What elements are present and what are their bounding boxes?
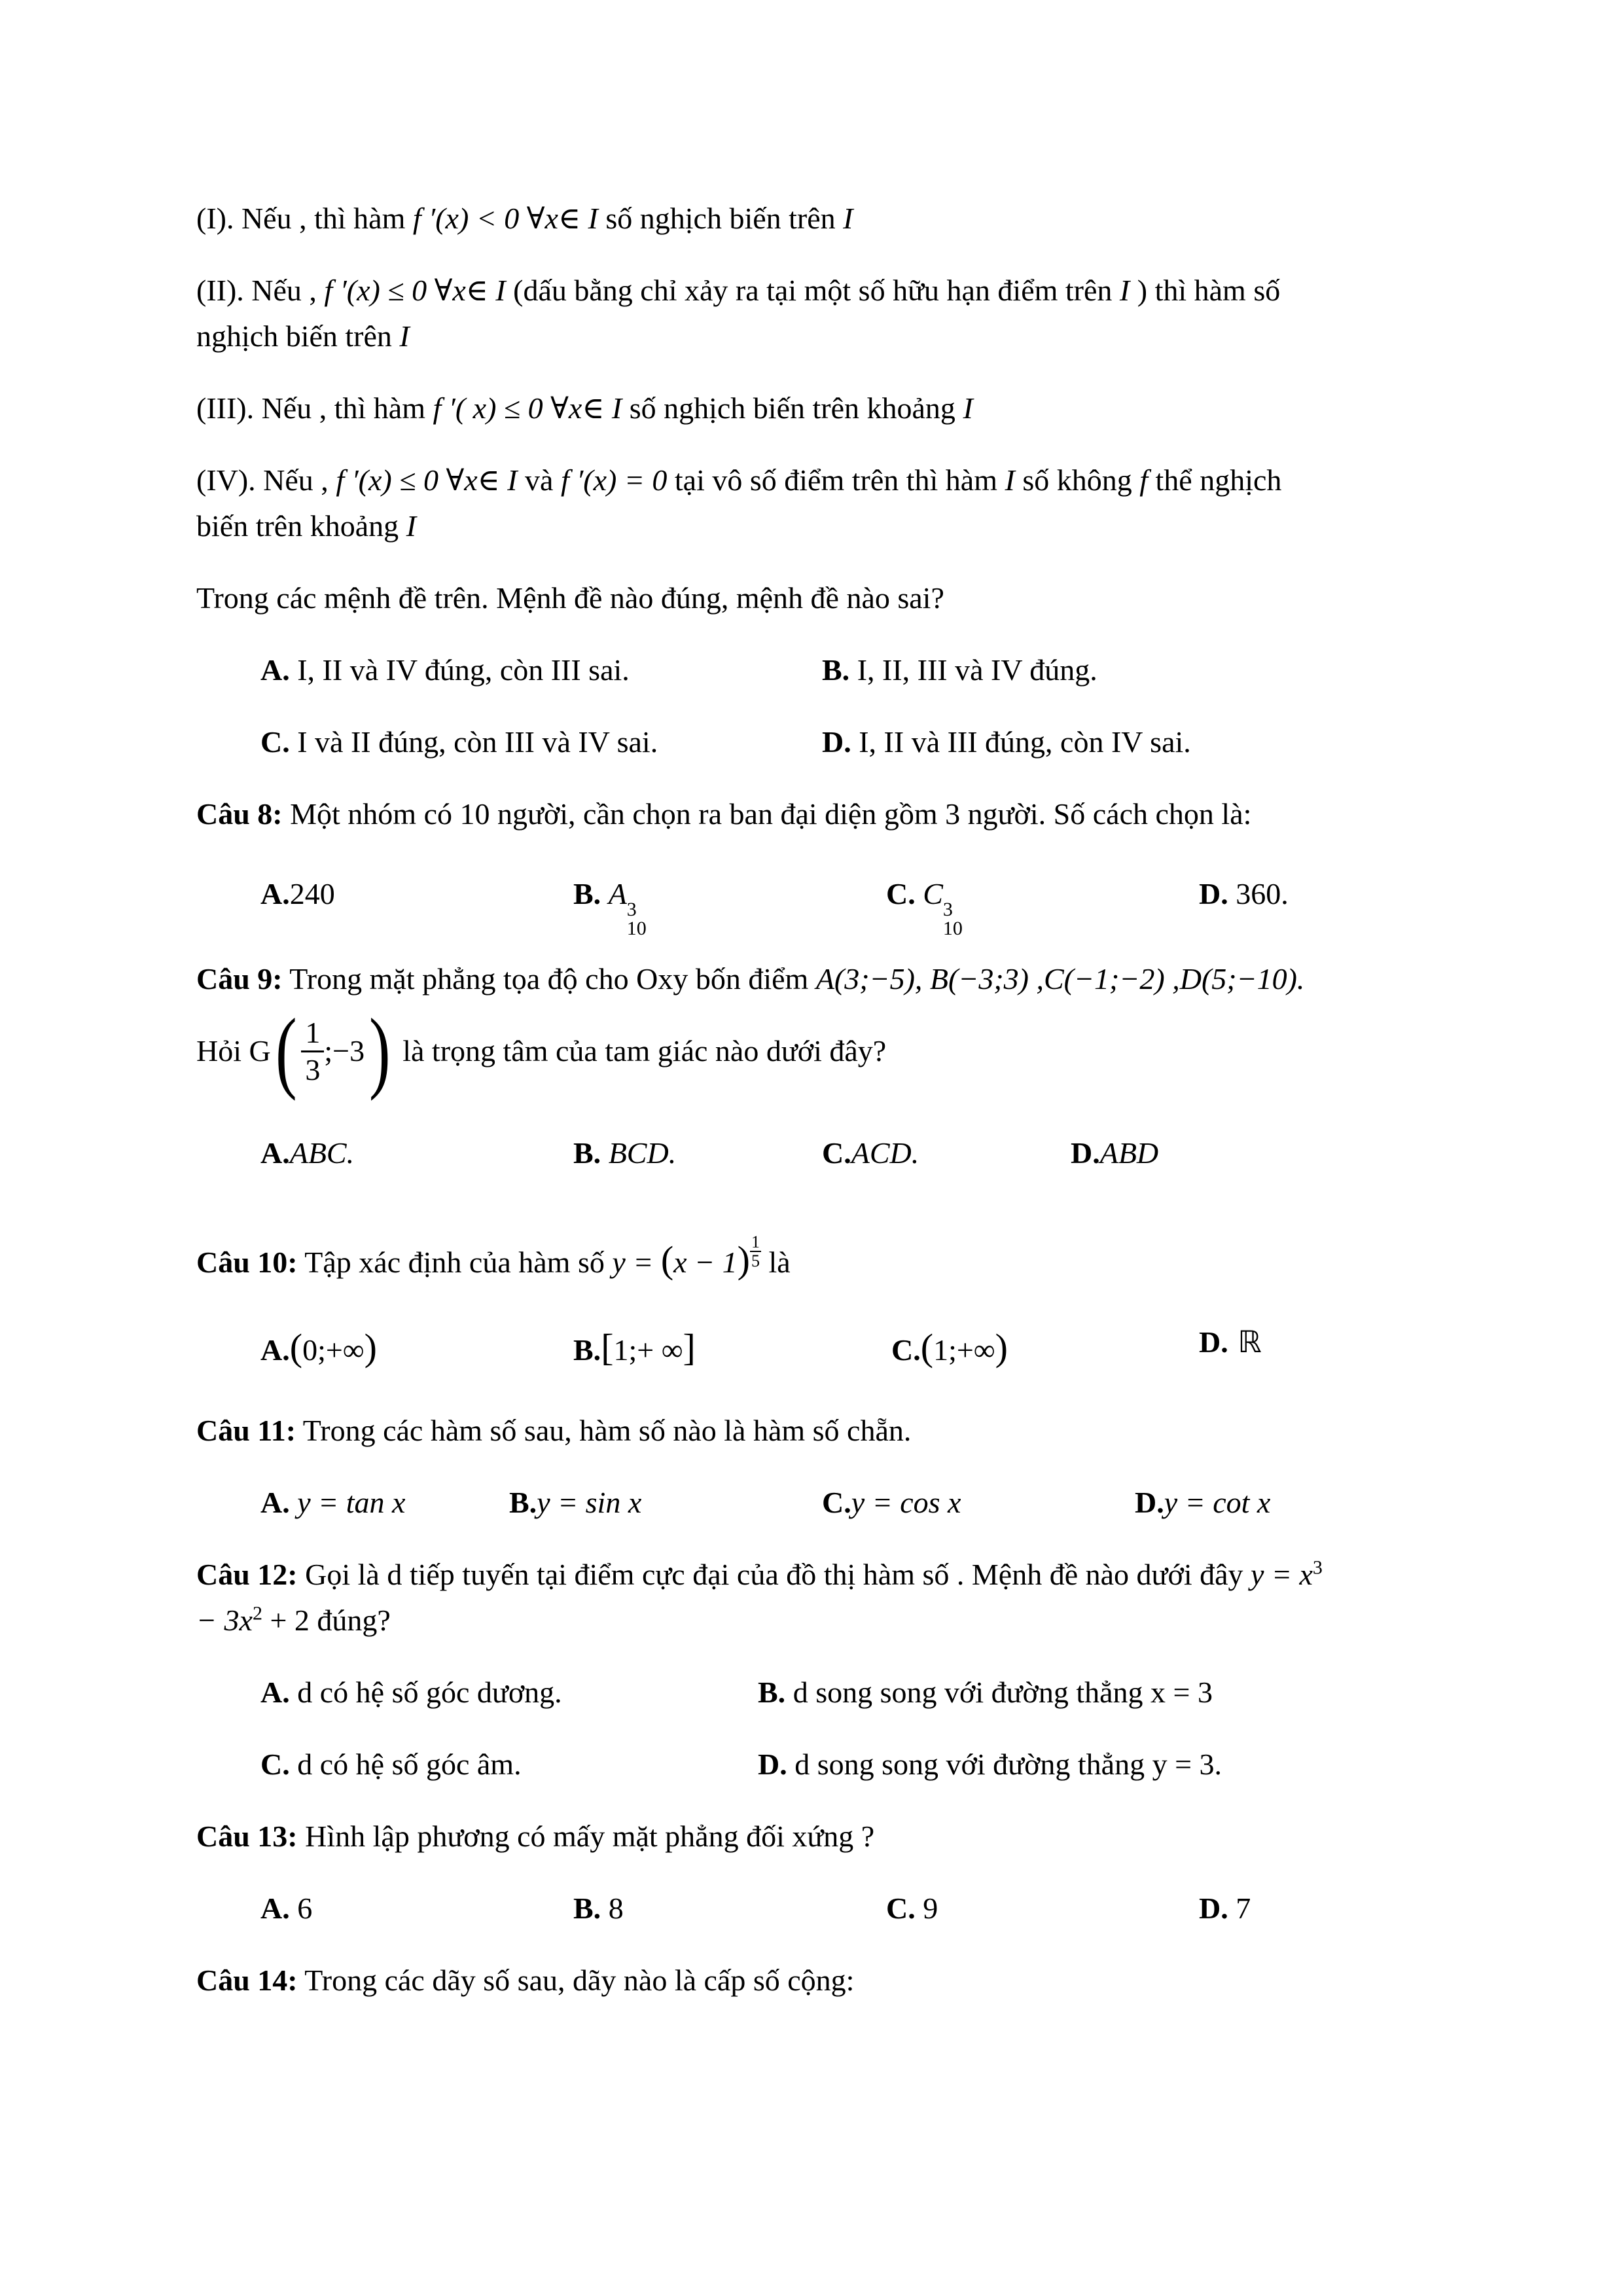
q11-option-b[interactable]: B.y = sin x	[509, 1486, 642, 1519]
q12-option-a[interactable]: A. d có hệ số góc dương.	[260, 1676, 562, 1709]
question-7-prompt: Trong các mệnh đề trên. Mệnh đề nào đúng, mệnh đề nào sai?	[196, 581, 944, 615]
question-number: Câu 12:	[196, 1558, 298, 1591]
question-9-line-2: Hỏi G( $\frac{1}{3}$ ;−3) là trọng tâm của tam giác nào dưới đây?	[196, 1000, 887, 1102]
question-number: Câu 9:	[196, 962, 283, 996]
question-10: Câu 10: Tập xác định của hàm số y = (x − 1) $\frac{1}{5}$ là	[196, 1232, 791, 1281]
q13-option-c[interactable]: C. 9	[886, 1892, 938, 1925]
statement-4: (IV). Nếu , f ′(x) ≤ 0 ∀x∈ I và f ′(x) = 0 tại vô số điểm trên thì hàm I số không f thể nghịch	[196, 463, 1282, 497]
q9-option-d[interactable]: D.ABD	[1071, 1136, 1159, 1170]
q13-option-d[interactable]: D. 7	[1199, 1892, 1251, 1925]
statement-1: (I). Nếu , thì hàm f ′(x) < 0 ∀x∈ I số nghịch biến trên I	[196, 202, 853, 235]
q9-option-a[interactable]: A.ABC.	[260, 1136, 355, 1170]
q11-option-d[interactable]: D.y = cot x	[1135, 1486, 1271, 1519]
question-12: Câu 12: Gọi là d tiếp tuyến tại điểm cực đại của đồ thị hàm số . Mệnh đề nào dưới đây $y = x^3$	[196, 1556, 1323, 1591]
q12-option-b[interactable]: B. d song song với đường thẳng x = 3	[758, 1676, 1213, 1709]
q10-option-d[interactable]: D. ℝ	[1199, 1324, 1262, 1359]
q7-option-c[interactable]: C. I và II đúng, còn III và IV sai.	[260, 725, 658, 759]
statement-2-line-2: nghịch biến trên I	[196, 319, 410, 353]
q8-option-a[interactable]: A.240	[260, 877, 335, 910]
q11-option-a[interactable]: A. y = tan x	[260, 1486, 406, 1519]
q7-option-b[interactable]: B. I, II, III và IV đúng.	[822, 653, 1097, 687]
q8-option-c[interactable]: C. C 3 10	[886, 877, 963, 939]
q10-option-b[interactable]: B.[1;+ ∞]	[573, 1326, 696, 1369]
q10-option-a[interactable]: A.(0;+∞)	[260, 1326, 377, 1369]
q8-option-d[interactable]: D. 360.	[1199, 877, 1289, 910]
exponent-fraction: $\frac{1}{5}$	[751, 1232, 760, 1271]
question-14: Câu 14: Trong các dãy số sau, dãy nào là cấp số cộng:	[196, 1964, 855, 1997]
q9-option-c[interactable]: C.ACD.	[822, 1136, 919, 1170]
q12-option-d[interactable]: D. d song song với đường thẳng y = 3.	[758, 1748, 1222, 1781]
question-number: Câu 8:	[196, 797, 283, 831]
q9-option-b[interactable]: B. BCD.	[573, 1136, 677, 1170]
question-11: Câu 11: Trong các hàm số sau, hàm số nào là hàm số chẵn.	[196, 1414, 912, 1447]
q11-option-c[interactable]: C.y = cos x	[822, 1486, 961, 1519]
question-number: Câu 10:	[196, 1246, 298, 1279]
q13-option-b[interactable]: B. 8	[573, 1892, 624, 1925]
question-8: Câu 8: Một nhóm có 10 người, cần chọn ra ban đại diện gồm 3 người. Số cách chọn là:	[196, 797, 1252, 831]
q8-option-b[interactable]: B. A 3 10	[573, 877, 647, 939]
statement-2: (II). Nếu , f ′(x) ≤ 0 ∀x∈ I (dấu bằng chỉ xảy ra tại một số hữu hạn điểm trên I ) thì hàm số	[196, 274, 1281, 307]
question-number: Câu 13:	[196, 1820, 298, 1853]
question-number: Câu 14:	[196, 1964, 298, 1997]
question-13: Câu 13: Hình lập phương có mấy mặt phẳng đối xứng ?	[196, 1820, 875, 1853]
q12-option-c[interactable]: C. d có hệ số góc âm.	[260, 1748, 522, 1781]
question-9: Câu 9: Trong mặt phẳng tọa độ cho Oxy bốn điểm A(3;−5), B(−3;3) ,C(−1;−2) ,D(5;−10).	[196, 962, 1305, 996]
q7-option-a[interactable]: A. I, II và IV đúng, còn III sai.	[260, 653, 630, 687]
question-number: Câu 11:	[196, 1414, 296, 1447]
statement-3: (III). Nếu , thì hàm f ′( x) ≤ 0 ∀x∈ I số nghịch biến trên khoảng I	[196, 391, 973, 425]
fraction: $\frac{1}{3}$	[301, 1018, 324, 1085]
q13-option-a[interactable]: A. 6	[260, 1892, 313, 1925]
question-12-line-2: − $3x^2 + 2$ đúng?	[196, 1602, 391, 1637]
q10-option-c[interactable]: C.(1;+∞)	[891, 1326, 1008, 1369]
statement-4-line-2: biến trên khoảng I	[196, 509, 416, 543]
q7-option-d[interactable]: D. I, II và III đúng, còn IV sai.	[822, 725, 1191, 759]
